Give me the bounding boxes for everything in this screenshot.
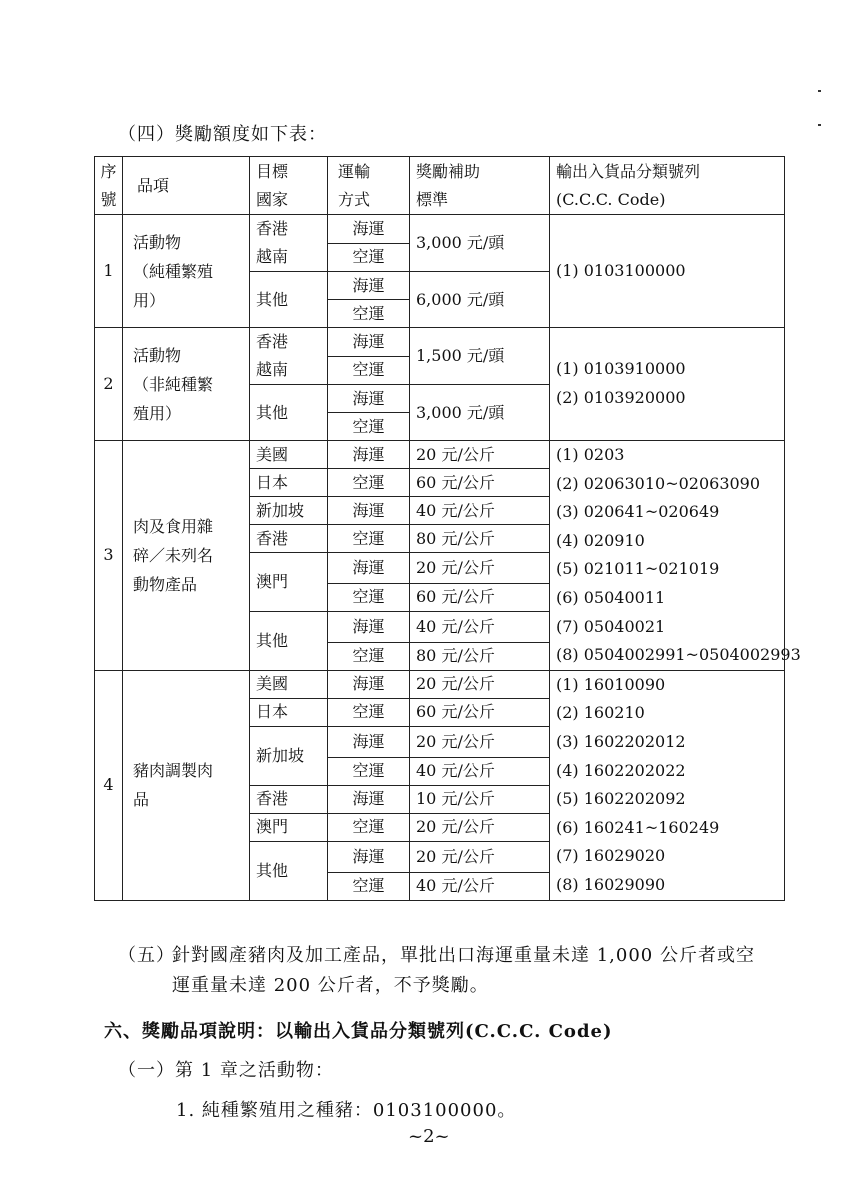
code-list	[550, 215, 785, 328]
country-cell: 美國	[250, 670, 328, 698]
country-cell: 香港 越南	[250, 215, 328, 272]
country-cell: 其他	[250, 841, 328, 900]
transport-mode: 海運	[328, 726, 410, 757]
code-item: (3) 1602202012	[556, 731, 686, 751]
row-index: 4	[95, 670, 123, 900]
table-row	[95, 441, 785, 469]
subsidy-rate: 60 元/公斤	[410, 698, 550, 726]
subsidy-rate: 80 元/公斤	[410, 525, 550, 553]
subsidy-rate: 60 元/公斤	[410, 469, 550, 497]
header-item: 品項	[123, 157, 250, 215]
row-index: 3	[95, 441, 123, 671]
table-header-row	[95, 157, 785, 215]
code-item: (6) 160241~160249	[556, 817, 720, 837]
code-item: (5) 021011~021019	[556, 559, 720, 579]
transport-mode: 空運	[328, 413, 410, 441]
transport-mode: 海運	[328, 441, 410, 469]
subsidy-rate: 20 元/公斤	[410, 726, 550, 757]
code-item: (1) 16010090	[556, 674, 666, 694]
row-index: 2	[95, 328, 123, 441]
transport-mode: 海運	[328, 215, 410, 244]
item-name: 豬肉調製肉 品	[123, 670, 250, 900]
transport-mode: 海運	[328, 497, 410, 525]
country-cell: 其他	[250, 272, 328, 328]
subsidy-rate: 40 元/公斤	[410, 497, 550, 525]
code-item: (8) 16029090	[556, 874, 666, 894]
transport-mode: 空運	[328, 698, 410, 726]
code-item: (1) 0103100000	[556, 260, 686, 280]
code-item: (1) 0103910000	[556, 359, 686, 379]
subsidy-rate: 3,000 元/頭	[410, 385, 550, 441]
section-six-heading: 六、獎勵品項說明：以輸出入貨品分類號列(C.C.C. Code)	[104, 1021, 613, 1042]
country-cell: 日本	[250, 469, 328, 497]
subsidy-table	[94, 156, 801, 901]
country-cell: 其他	[250, 385, 328, 441]
code-item: (2) 0103920000	[556, 388, 686, 407]
table-row	[95, 328, 785, 357]
header-country: 目標 國家	[250, 157, 328, 215]
country-cell: 香港	[250, 525, 328, 553]
table-row	[95, 670, 785, 698]
header-code: 輸出入貨品分類號列 (C.C.C. Code)	[550, 157, 785, 215]
subsidy-rate: 20 元/公斤	[410, 841, 550, 872]
subsidy-rate: 10 元/公斤	[410, 785, 550, 813]
subsidy-rate: 40 元/公斤	[410, 872, 550, 900]
subsidy-rate: 60 元/公斤	[410, 583, 550, 611]
code-list	[550, 328, 785, 441]
code-list	[550, 441, 801, 671]
country-cell: 澳門	[250, 813, 328, 841]
item-name: 活動物 （非純種繁 殖用）	[123, 328, 250, 441]
country-cell: 其他	[250, 611, 328, 670]
subsection-one-heading: （一）第 1 章之活動物：	[118, 1060, 334, 1081]
subsidy-rate: 80 元/公斤	[410, 642, 550, 670]
transport-mode: 空運	[328, 757, 410, 785]
subsidy-rate: 3,000 元/頭	[410, 215, 550, 272]
section-four-heading: （四）獎勵額度如下表：	[118, 124, 327, 145]
section-five-line-1: 針對國產豬肉及加工產品，單批出口海運重量未達 1,000 公斤者或空	[172, 945, 755, 966]
transport-mode: 海運	[328, 841, 410, 872]
subsidy-rate: 20 元/公斤	[410, 441, 550, 469]
header-transport: 運輸 方式	[328, 157, 410, 215]
country-cell: 美國	[250, 441, 328, 469]
code-item: (5) 1602202092	[556, 789, 686, 809]
subsidy-rate: 20 元/公斤	[410, 813, 550, 841]
transport-mode: 空運	[328, 525, 410, 553]
subsidy-rate: 20 元/公斤	[410, 670, 550, 698]
transport-mode: 海運	[328, 611, 410, 642]
transport-mode: 空運	[328, 469, 410, 497]
item-name: 活動物 （純種繁殖 用）	[123, 215, 250, 328]
code-item: (7) 16029020	[556, 846, 666, 866]
country-cell: 澳門	[250, 553, 328, 612]
country-cell: 新加坡	[250, 497, 328, 525]
country-cell: 香港 越南	[250, 328, 328, 385]
table-row	[95, 215, 785, 244]
code-item: (4) 020910	[556, 530, 645, 550]
code-item: (6) 05040011	[556, 587, 666, 607]
transport-mode: 空運	[328, 300, 410, 328]
page-number: ~2~	[408, 1126, 450, 1147]
code-item: (1) 0203	[556, 445, 625, 464]
code-list	[550, 670, 785, 900]
transport-mode: 空運	[328, 813, 410, 841]
country-cell: 香港	[250, 785, 328, 813]
subsidy-rate: 6,000 元/頭	[410, 272, 550, 328]
transport-mode: 空運	[328, 356, 410, 385]
scan-mark	[818, 124, 821, 126]
code-item: (2) 160210	[556, 703, 645, 723]
transport-mode: 空運	[328, 243, 410, 272]
transport-mode: 海運	[328, 670, 410, 698]
subsidy-rate: 40 元/公斤	[410, 757, 550, 785]
code-item: (7) 05040021	[556, 616, 666, 636]
transport-mode: 空運	[328, 642, 410, 670]
code-item: (8) 0504002991~0504002993	[556, 645, 801, 665]
subsidy-rate: 1,500 元/頭	[410, 328, 550, 385]
code-item: (3) 020641~020649	[556, 502, 720, 522]
item-one: 1. 純種繁殖用之種豬：0103100000。	[176, 1100, 517, 1121]
section-five-line-2: 運重量未達 200 公斤者，不予獎勵。	[172, 975, 489, 996]
transport-mode: 海運	[328, 272, 410, 300]
scan-mark	[818, 90, 821, 92]
transport-mode: 海運	[328, 385, 410, 413]
subsidy-rate: 20 元/公斤	[410, 553, 550, 584]
code-item: (4) 1602202022	[556, 760, 686, 780]
row-index: 1	[95, 215, 123, 328]
transport-mode: 海運	[328, 553, 410, 584]
transport-mode: 海運	[328, 785, 410, 813]
header-index: 序 號	[95, 157, 123, 215]
transport-mode: 空運	[328, 583, 410, 611]
country-cell: 日本	[250, 698, 328, 726]
code-item: (2) 02063010~02063090	[556, 473, 761, 493]
item-name: 肉及食用雜 碎／未列名 動物產品	[123, 441, 250, 671]
transport-mode: 空運	[328, 872, 410, 900]
subsidy-rate: 40 元/公斤	[410, 611, 550, 642]
header-subsidy: 獎勵補助 標準	[410, 157, 550, 215]
transport-mode: 海運	[328, 328, 410, 357]
country-cell: 新加坡	[250, 726, 328, 785]
section-five-label: （五）	[118, 945, 175, 966]
